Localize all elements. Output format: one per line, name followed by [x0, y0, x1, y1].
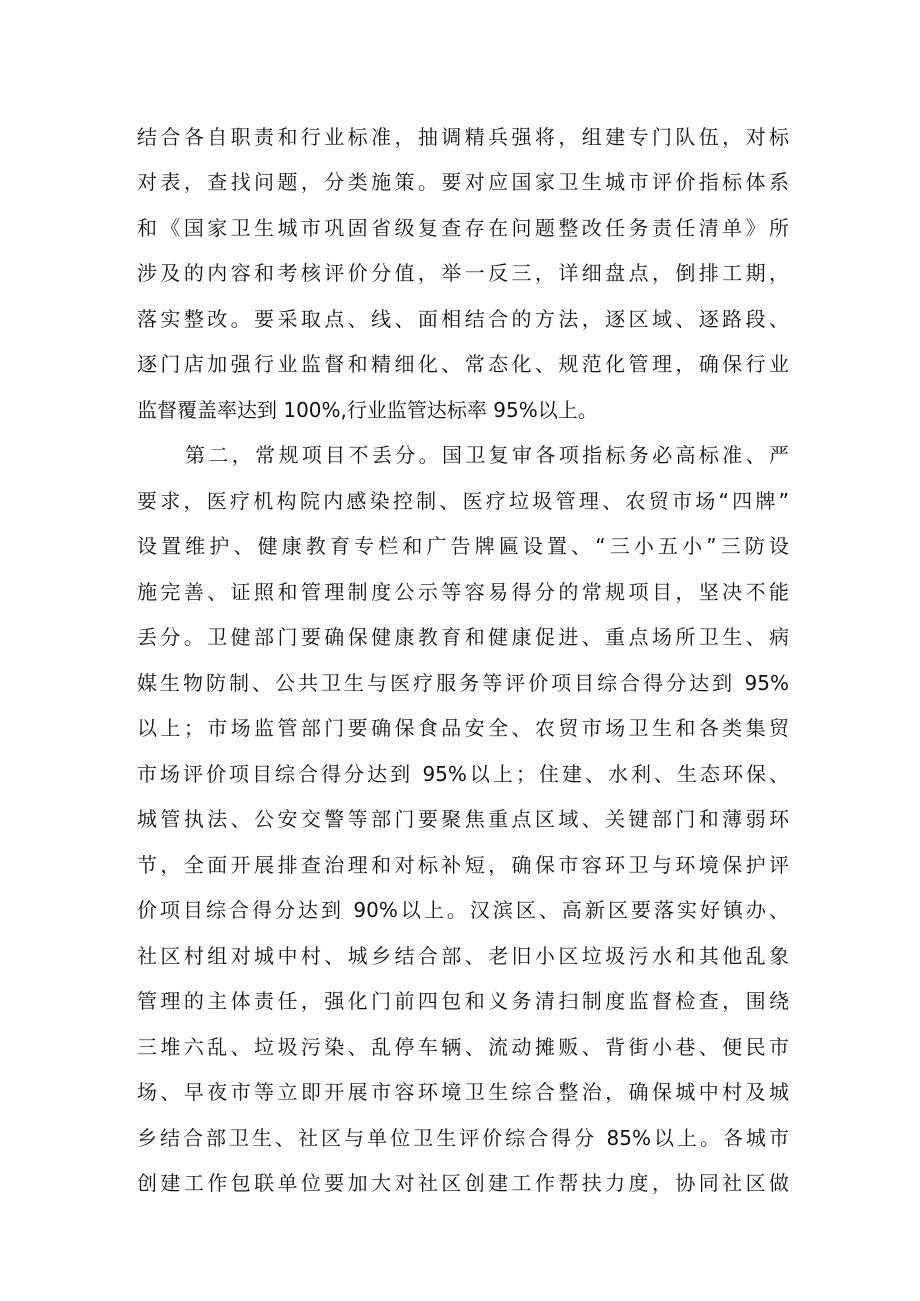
paragraph-2-line-7: 以上；市场监管部门要确保食品安全、农贸市场卫生和各类集贸 [137, 716, 789, 740]
paragraph-1-line-3: 和《国家卫生城市巩固省级复查存在问题整改任务责任清单》所 [137, 216, 789, 240]
paragraph-2-line-8: 市场评价项目综合得分达到 95%以上；住建、水利、生态环保、 [137, 762, 789, 786]
paragraph-2-line-6: 媒生物防制、公共卫生与医疗服务等评价项目综合得分达到 95% [137, 671, 789, 695]
paragraph-2-line-11: 价项目综合得分达到 90%以上。汉滨区、高新区要落实好镇办、 [137, 898, 789, 922]
paragraph-2-line-3: 设置维护、健康教育专栏和广告牌匾设置、“三小五小”三防设 [137, 534, 789, 558]
paragraph-2-line-16: 乡结合部卫生、社区与单位卫生评价综合得分 85%以上。各城市 [137, 1126, 789, 1150]
paragraph-2-line-1: 第二，常规项目不丢分。国卫复审各项指标务必高标准、严 [185, 443, 789, 467]
paragraph-2-line-5: 丢分。卫健部门要确保健康教育和健康促进、重点场所卫生、病 [137, 625, 789, 649]
paragraph-1-line-7: 监督覆盖率达到 100%,行业监管达标率 95%以上。 [137, 398, 598, 422]
paragraph-1-line-1: 结合各自职责和行业标准，抽调精兵强将，组建专门队伍，对标 [137, 125, 789, 149]
paragraph-2-line-10: 节，全面开展排查治理和对标补短，确保市容环卫与环境保护评 [137, 853, 789, 877]
paragraph-2-line-15: 场、早夜市等立即开展市容环境卫生综合整治，确保城中村及城 [137, 1080, 789, 1104]
paragraph-2-line-13: 管理的主体责任，强化门前四包和义务清扫制度监督检查，围绕 [137, 989, 789, 1013]
paragraph-2-line-12: 社区村组对城中村、城乡结合部、老旧小区垃圾污水和其他乱象 [137, 944, 789, 968]
paragraph-2-line-14: 三堆六乱、垃圾污染、乱停车辆、流动摊贩、背街小巷、便民市 [137, 1035, 789, 1059]
paragraph-1-line-4: 涉及的内容和考核评价分值，举一反三，详细盘点，倒排工期， [137, 261, 789, 285]
paragraph-2-line-2: 要求，医疗机构院内感染控制、医疗垃圾管理、农贸市场“四牌” [137, 489, 789, 513]
paragraph-1-line-2: 对表，查找问题，分类施策。要对应国家卫生城市评价指标体系 [137, 170, 789, 194]
paragraph-2-line-17: 创建工作包联单位要加大对社区创建工作帮扶力度，协同社区做 [137, 1171, 789, 1195]
paragraph-1-line-6: 逐门店加强行业监督和精细化、常态化、规范化管理，确保行业 [137, 352, 789, 376]
paragraph-1-line-5: 落实整改。要采取点、线、面相结合的方法，逐区域、逐路段、 [137, 307, 789, 331]
paragraph-2-line-4: 施完善、证照和管理制度公示等容易得分的常规项目，坚决不能 [137, 580, 789, 604]
paragraph-2-line-9: 城管执法、公安交警等部门要聚焦重点区域、关键部门和薄弱环 [137, 807, 789, 831]
